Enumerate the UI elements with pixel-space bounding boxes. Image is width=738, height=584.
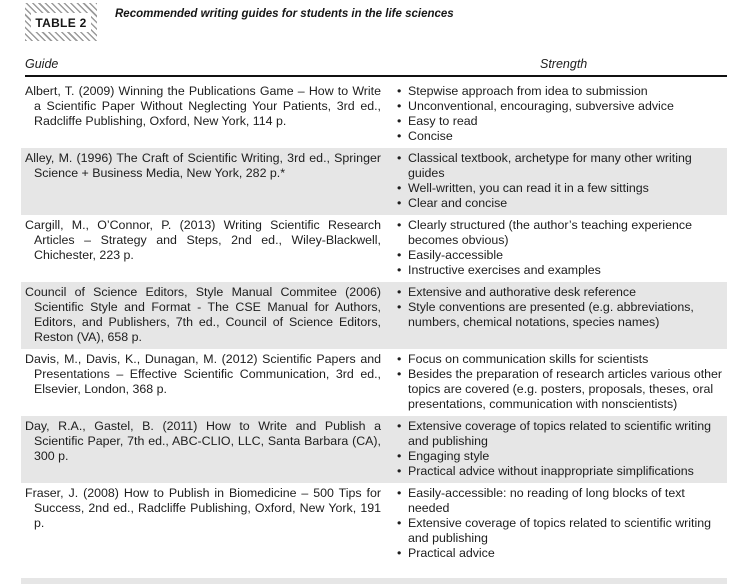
strength-item: • Extensive and authorative desk reference [395,285,725,300]
strength-item: • Practical advice [395,546,725,561]
strength-list [395,419,727,479]
strength-item: • Stepwise approach from idea to submission [395,84,725,99]
strength-item: • Focus on communication skills for scientists [395,352,725,367]
guide-citation: Day, R.A., Gastel, B. (2011) How to Write and Publish a Scientific Paper, 7th ed., ABC-CLIO, LLC, Santa Barbara (CA), 300 p. [25,419,381,463]
header-rule [25,75,727,77]
strength-list [395,285,727,345]
guide-citation: Davis, M., Davis, K., Dunagan, M. (2012) Scientific Papers and Presentations – Effective Scientific Communication, 3rd ed., Elsevier, London, 368 p. [25,352,381,396]
figure-header [21,0,727,41]
guide-citation: Council of Science Editors, Style Manual Commitee (2006) Scientific Style and Format - The CSE Manual for Authors, Editors, and Publishers, 7th ed., Council of Science Editors, Reston (VA), 658 p. [25,285,381,344]
guide-cell [21,218,395,278]
table-row [21,349,727,416]
strength-item: • Clearly structured (the author’s teaching experience becomes obvious) [395,218,725,248]
strength-item: • Well-written, you can read it in a few sittings [395,181,725,196]
strength-item: • Extensive coverage of topics related to scientific writing and publishing [395,516,725,546]
column-header-strength: Strength [540,57,588,71]
guide-cell [21,285,395,345]
column-header-guide: Guide [25,57,59,71]
strength-list [395,151,727,211]
strength-item: • Easily-accessible: no reading of long blocks of text needed [395,486,725,516]
strength-item: • Easily-accessible [395,248,725,263]
guide-cell [21,486,395,561]
strength-item: • Practical advice without inappropriate simplifications [395,464,725,479]
table-row [21,81,727,148]
strength-list [395,352,727,412]
column-header-strength-wrap [395,57,727,71]
strength-list [395,218,727,278]
strength-list [395,486,727,561]
strength-item: • Clear and concise [395,196,725,211]
guide-cell [21,352,395,412]
table-label: TABLE 2 [31,13,91,32]
strength-item: • Classical textbook, archetype for many other writing guides [395,151,725,181]
next-row-sliver [21,578,727,584]
table-row [21,148,727,215]
guide-citation: Albert, T. (2009) Winning the Publications Game – How to Write a Scientific Paper Without Neglecting Your Patients, 3rd ed., Radcliffe Publishing, Oxford, New York, 114 p. [25,84,381,128]
strength-item: • Instructive exercises and examples [395,263,725,278]
column-header-row [21,57,727,71]
strength-list [395,84,727,144]
table-row [21,282,727,349]
table-label-badge [25,3,97,41]
guide-citation: Fraser, J. (2008) How to Publish in Biomedicine – 500 Tips for Success, 2nd ed., Radcliffe Publishing, Oxford, New York, 191 p. [25,486,381,530]
strength-item: • Style conventions are presented (e.g. abbreviations, numbers, chemical notations, species names) [395,300,725,330]
table-row [21,416,727,483]
table-row [21,215,727,282]
strength-item: • Unconventional, encouraging, subversive advice [395,99,725,114]
guide-cell [21,84,395,144]
strength-item: • Engaging style [395,449,725,464]
guide-cell [21,151,395,211]
guide-citation: Alley, M. (1996) The Craft of Scientific Writing, 3rd ed., Springer Science + Business Media, New York, 282 p.* [25,151,381,180]
guide-cell [21,419,395,479]
strength-item: • Besides the preparation of research articles various other topics are covered (e.g. posters, proposals, theses, oral presentations, communication with nonscientists) [395,367,725,412]
strength-item: • Extensive coverage of topics related to scientific writing and publishing [395,419,725,449]
strength-item: • Easy to read [395,114,725,129]
table-row [21,483,727,565]
table-body [21,81,727,565]
table-title: Recommended writing guides for students in the life sciences [115,8,454,20]
guide-citation: Cargill, M., O’Connor, P. (2013) Writing Scientific Research Articles – Strategy and Steps, 2nd ed., Wiley-Blackwell, Chichester, 223 p. [25,218,381,262]
strength-item: • Concise [395,129,725,144]
